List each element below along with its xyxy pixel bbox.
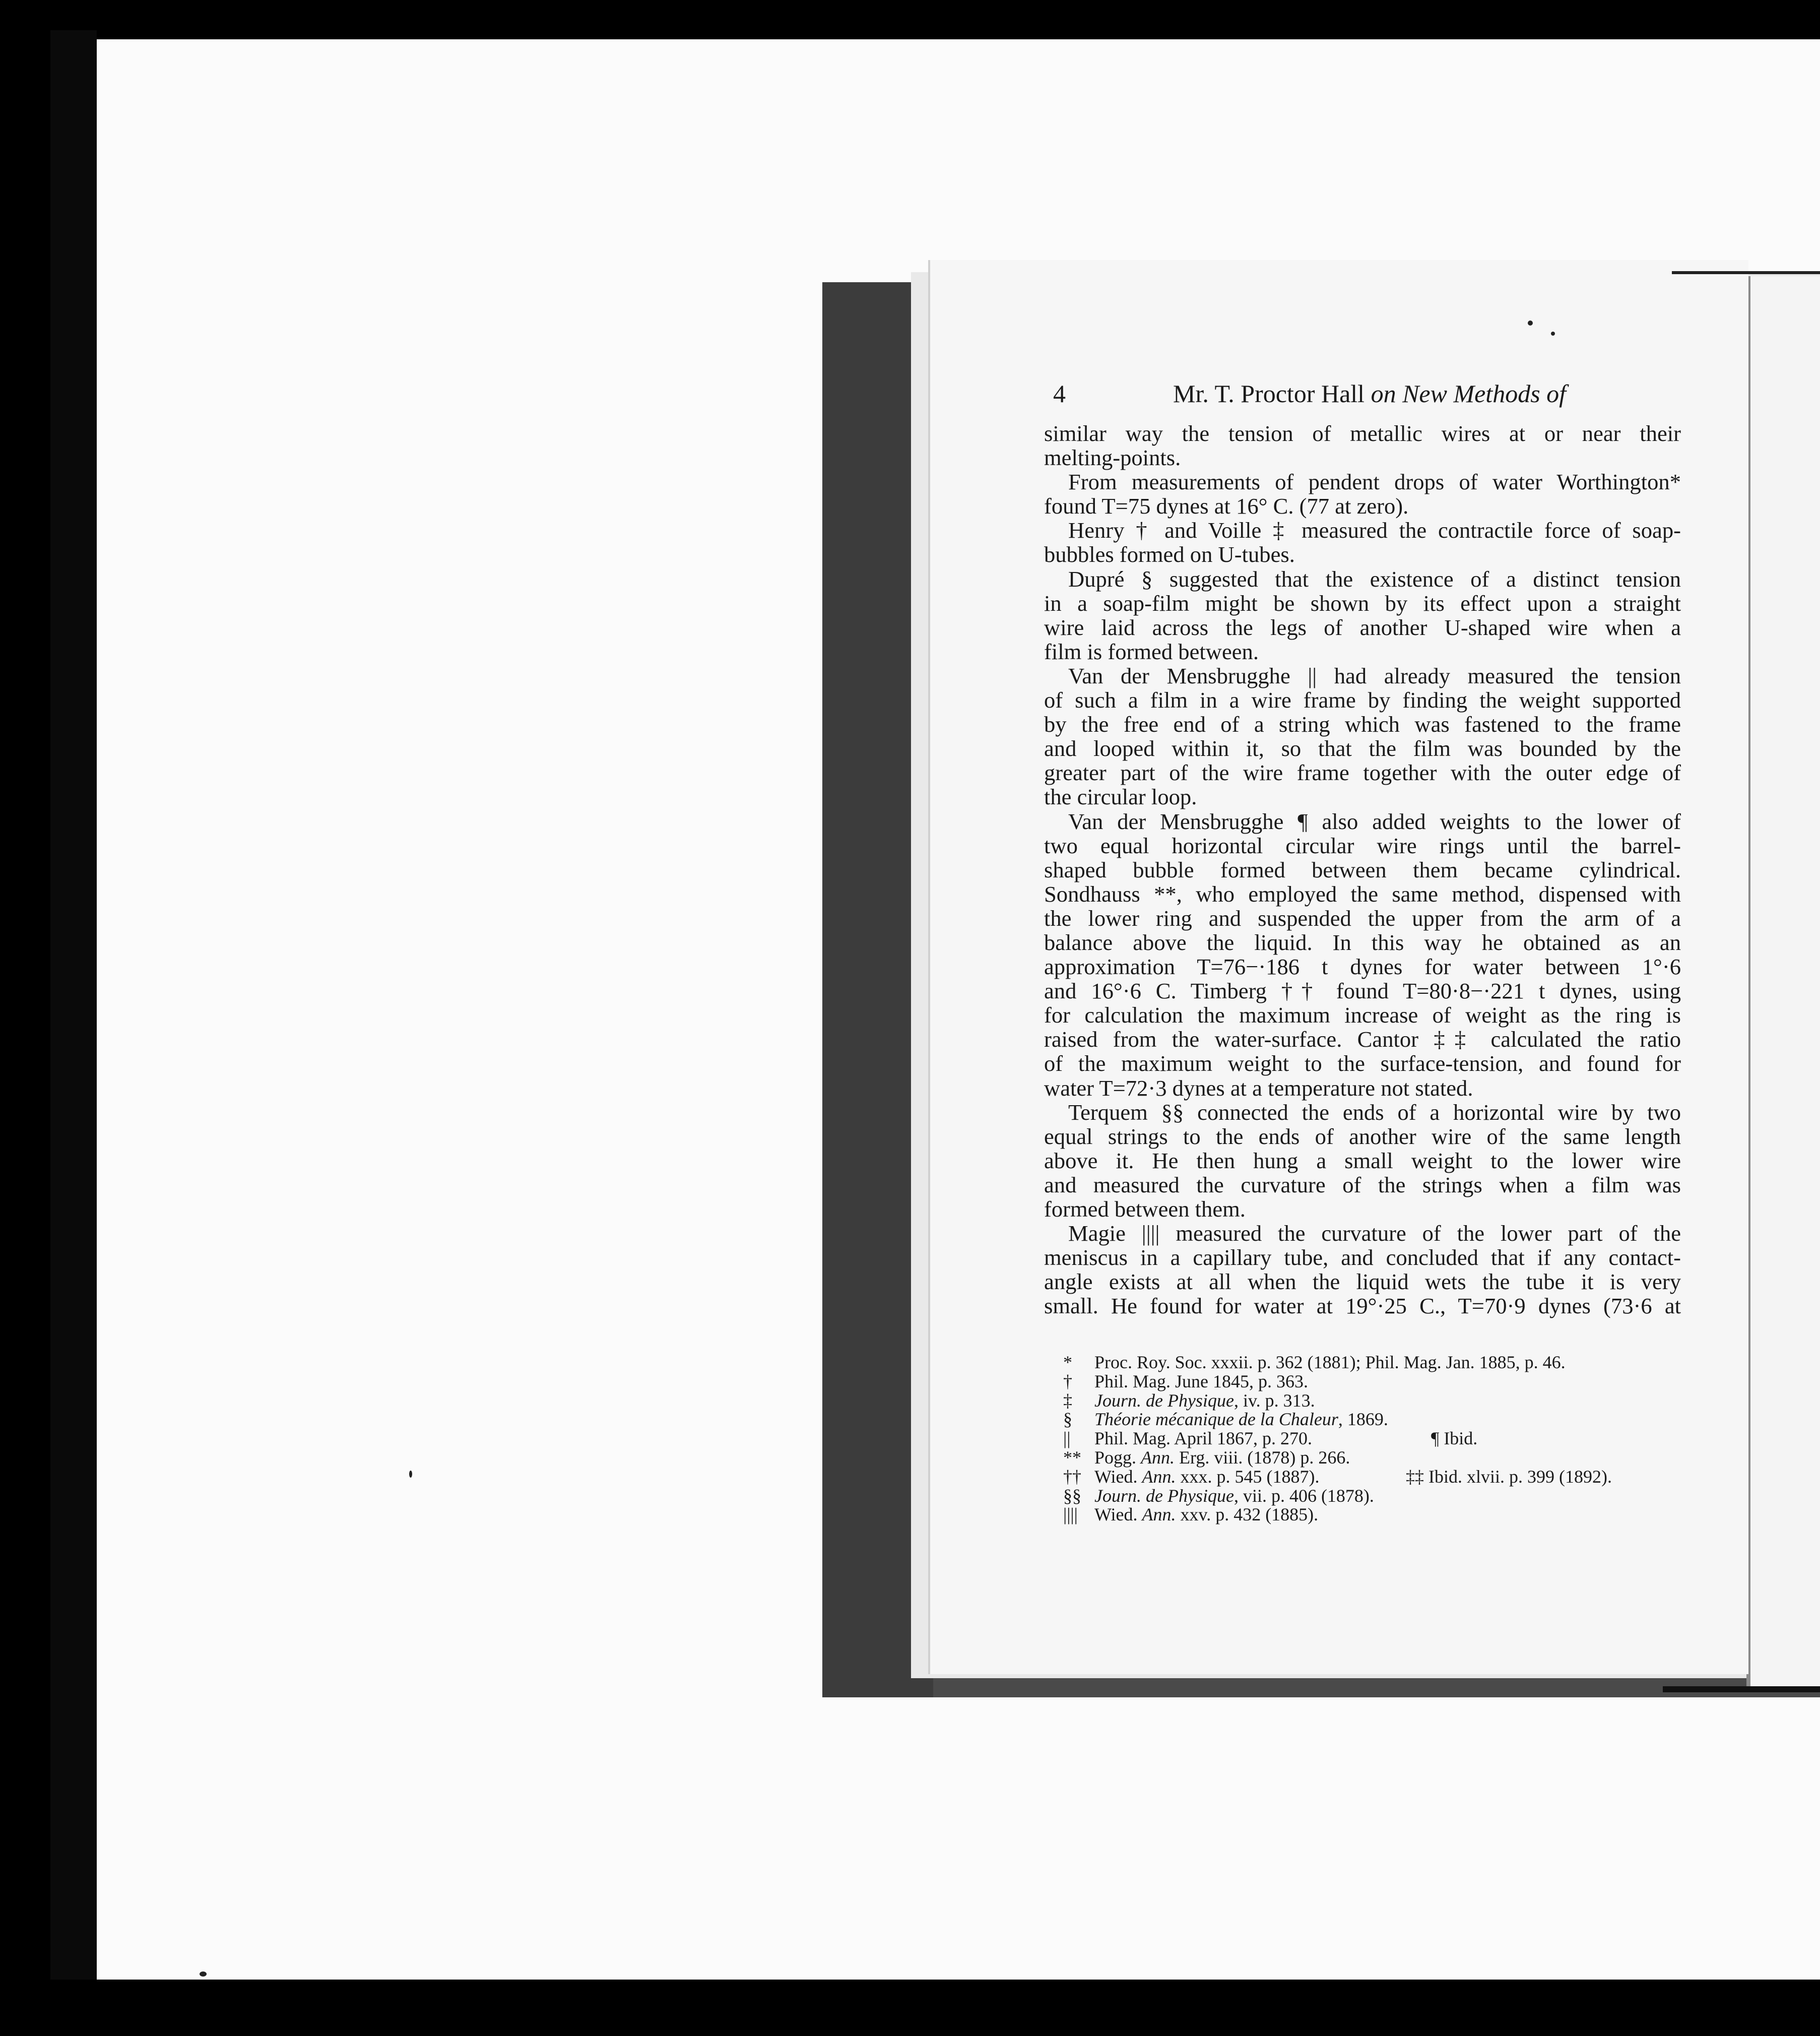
footnote-mark: § bbox=[1063, 1409, 1072, 1430]
text-line: raised from the water-surface. Cantor ‡‡ calculated the ratio bbox=[1044, 1027, 1681, 1052]
text-line: formed between them. bbox=[1044, 1196, 1246, 1222]
text-line: and measured the curvature of the strings when a film was bbox=[1044, 1172, 1681, 1197]
running-title-author: Mr. T. Proctor Hall bbox=[1173, 379, 1371, 408]
text-line: film is formed between. bbox=[1044, 639, 1259, 664]
text-line: approximation T=76−·186 t dynes for water between 1°·6 bbox=[1044, 954, 1681, 980]
text-line: bubbles formed on U-tubes. bbox=[1044, 542, 1295, 567]
text-line: wire laid across the legs of another U-shaped wire when a bbox=[1044, 614, 1681, 640]
footnote bbox=[1063, 1487, 1683, 1506]
footnote-mark: || bbox=[1063, 1428, 1071, 1449]
footnote-journal: Journ. de Physique bbox=[1094, 1485, 1234, 1506]
footnote-journal: Théorie mécanique de la Chaleur bbox=[1094, 1409, 1338, 1430]
facing-page-edge bbox=[1746, 276, 1820, 1687]
footnote bbox=[1063, 1505, 1683, 1524]
footnote-text: Wied. bbox=[1094, 1504, 1142, 1525]
text-line: and 16°·6 C. Timberg †† found T=80·8−·221 t dynes, using bbox=[1044, 978, 1681, 1004]
body-text bbox=[1044, 421, 1681, 1318]
text-line: of such a film in a wire frame by finding the weight supported bbox=[1044, 687, 1681, 713]
text-line: angle exists at all when the liquid wets the tube it is very bbox=[1044, 1269, 1681, 1295]
text-line: Van der Mensbrugghe || had already measured the tension bbox=[1068, 663, 1681, 688]
text-line: of the maximum weight to the surface-tension, and found for bbox=[1044, 1051, 1681, 1076]
film-speck bbox=[409, 1471, 412, 1478]
text-line: above it. He then hung a small weight to the lower wire bbox=[1044, 1148, 1681, 1173]
footnotes bbox=[1063, 1353, 1683, 1524]
footnote-text: , vii. p. 406 (1878). bbox=[1233, 1485, 1374, 1506]
footnote bbox=[1063, 1372, 1683, 1391]
footnote-mark: §§ bbox=[1063, 1485, 1081, 1506]
footnote-text: Wied. bbox=[1094, 1466, 1142, 1487]
text-line: greater part of the wire frame together with the outer edge of bbox=[1044, 760, 1681, 786]
footnote bbox=[1063, 1448, 1683, 1468]
footnote-mark: †† bbox=[1063, 1466, 1081, 1487]
text-line: Dupré § suggested that the existence of a distinct tension bbox=[1068, 566, 1681, 592]
film-border-top bbox=[0, 0, 1820, 39]
footnote-mark: |||| bbox=[1063, 1504, 1078, 1525]
footnote-journal: Ann. bbox=[1142, 1466, 1176, 1487]
footnote-journal: Journ. de Physique bbox=[1094, 1390, 1234, 1411]
footnote-text: Phil. Mag. June 1845, p. 363. bbox=[1094, 1371, 1309, 1391]
footnote-text: , iv. p. 313. bbox=[1233, 1390, 1315, 1411]
footnote bbox=[1063, 1468, 1683, 1487]
running-title-subject: on New Methods of bbox=[1371, 379, 1567, 408]
film-border-bottom bbox=[0, 1980, 1820, 2036]
text-line: equal strings to the ends of another wire of the same length bbox=[1044, 1123, 1681, 1149]
text-line: From measurements of pendent drops of water Worthington* bbox=[1068, 469, 1681, 495]
text-line: and looped within it, so that the film was bounded by the bbox=[1044, 736, 1681, 761]
footnote-journal: Ann. bbox=[1141, 1447, 1175, 1468]
footnote-mark: * bbox=[1063, 1352, 1072, 1372]
footnote-text: xxx. p. 545 (1887). bbox=[1176, 1466, 1320, 1487]
footnote-text: Phil. Mag. April 1867, p. 270. bbox=[1094, 1428, 1313, 1449]
page-number: 4 bbox=[1053, 379, 1066, 408]
footnote-side: ¶ Ibid. bbox=[1431, 1428, 1478, 1449]
footnote-mark: † bbox=[1063, 1371, 1072, 1391]
film-border-left bbox=[50, 30, 97, 2006]
running-title bbox=[1173, 379, 1566, 408]
text-line: two equal horizontal circular wire rings until the barrel- bbox=[1044, 833, 1681, 858]
text-line: in a soap-film might be shown by its effect upon a straight bbox=[1044, 590, 1681, 616]
text-line: water T=72·3 dynes at a temperature not stated. bbox=[1044, 1075, 1473, 1101]
text-line: for calculation the maximum increase of weight as the ring is bbox=[1044, 1002, 1681, 1028]
text-line: similar way the tension of metallic wires at or near their bbox=[1044, 421, 1681, 446]
footnote bbox=[1063, 1391, 1683, 1411]
bottom-edge-rule bbox=[1663, 1686, 1820, 1692]
footnote bbox=[1063, 1353, 1683, 1372]
text-line: the lower ring and suspended the upper from the arm of a bbox=[1044, 905, 1681, 931]
text-line: small. He found for water at 19°·25 C., T=70·9 dynes (73·6 at bbox=[1044, 1293, 1681, 1319]
text-line: Terquem §§ connected the ends of a horizontal wire by two bbox=[1068, 1099, 1681, 1125]
film-speck bbox=[200, 1971, 207, 1977]
footnote-mark: ** bbox=[1063, 1447, 1081, 1468]
text-line: Magie |||| measured the curvature of the lower part of the bbox=[1068, 1221, 1681, 1246]
footnote-text: , 1869. bbox=[1338, 1409, 1388, 1430]
text-line: Sondhauss **, who employed the same method, dispensed with bbox=[1044, 881, 1681, 907]
footnote-journal: Ann. bbox=[1142, 1504, 1176, 1525]
footnote-text: Proc. Roy. Soc. xxxii. p. 362 (1881); Phil. Mag. Jan. 1885, p. 46. bbox=[1094, 1352, 1566, 1372]
footnote-text: xxv. p. 432 (1885). bbox=[1176, 1504, 1319, 1525]
footnote-text: Pogg. bbox=[1094, 1447, 1141, 1468]
page-header bbox=[1053, 379, 1698, 414]
footnote bbox=[1063, 1410, 1683, 1429]
footnote-mark: ‡ bbox=[1063, 1390, 1072, 1411]
text-line: shaped bubble formed between them became cylindrical. bbox=[1044, 857, 1681, 882]
text-line: by the free end of a string which was fastened to the frame bbox=[1044, 712, 1681, 737]
text-line: meniscus in a capillary tube, and concluded that if any contact- bbox=[1044, 1245, 1681, 1270]
text-line: Henry † and Voille ‡ measured the contractile force of soap- bbox=[1068, 518, 1681, 543]
film-speck bbox=[1551, 332, 1555, 336]
footnote bbox=[1063, 1429, 1683, 1448]
text-line: balance above the liquid. In this way he obtained as an bbox=[1044, 929, 1681, 955]
film-speck bbox=[1528, 321, 1533, 326]
footnote-text: Erg. viii. (1878) p. 266. bbox=[1175, 1447, 1350, 1468]
top-edge-rule bbox=[1672, 271, 1820, 274]
text-line: the circular loop. bbox=[1044, 784, 1197, 810]
text-line: melting-points. bbox=[1044, 445, 1181, 471]
text-line: found T=75 dynes at 16° C. (77 at zero). bbox=[1044, 493, 1409, 519]
text-line: Van der Mensbrugghe ¶ also added weights to the lower of bbox=[1068, 808, 1681, 834]
footnote-side: ‡‡ Ibid. xlvii. p. 399 (1892). bbox=[1406, 1466, 1612, 1487]
